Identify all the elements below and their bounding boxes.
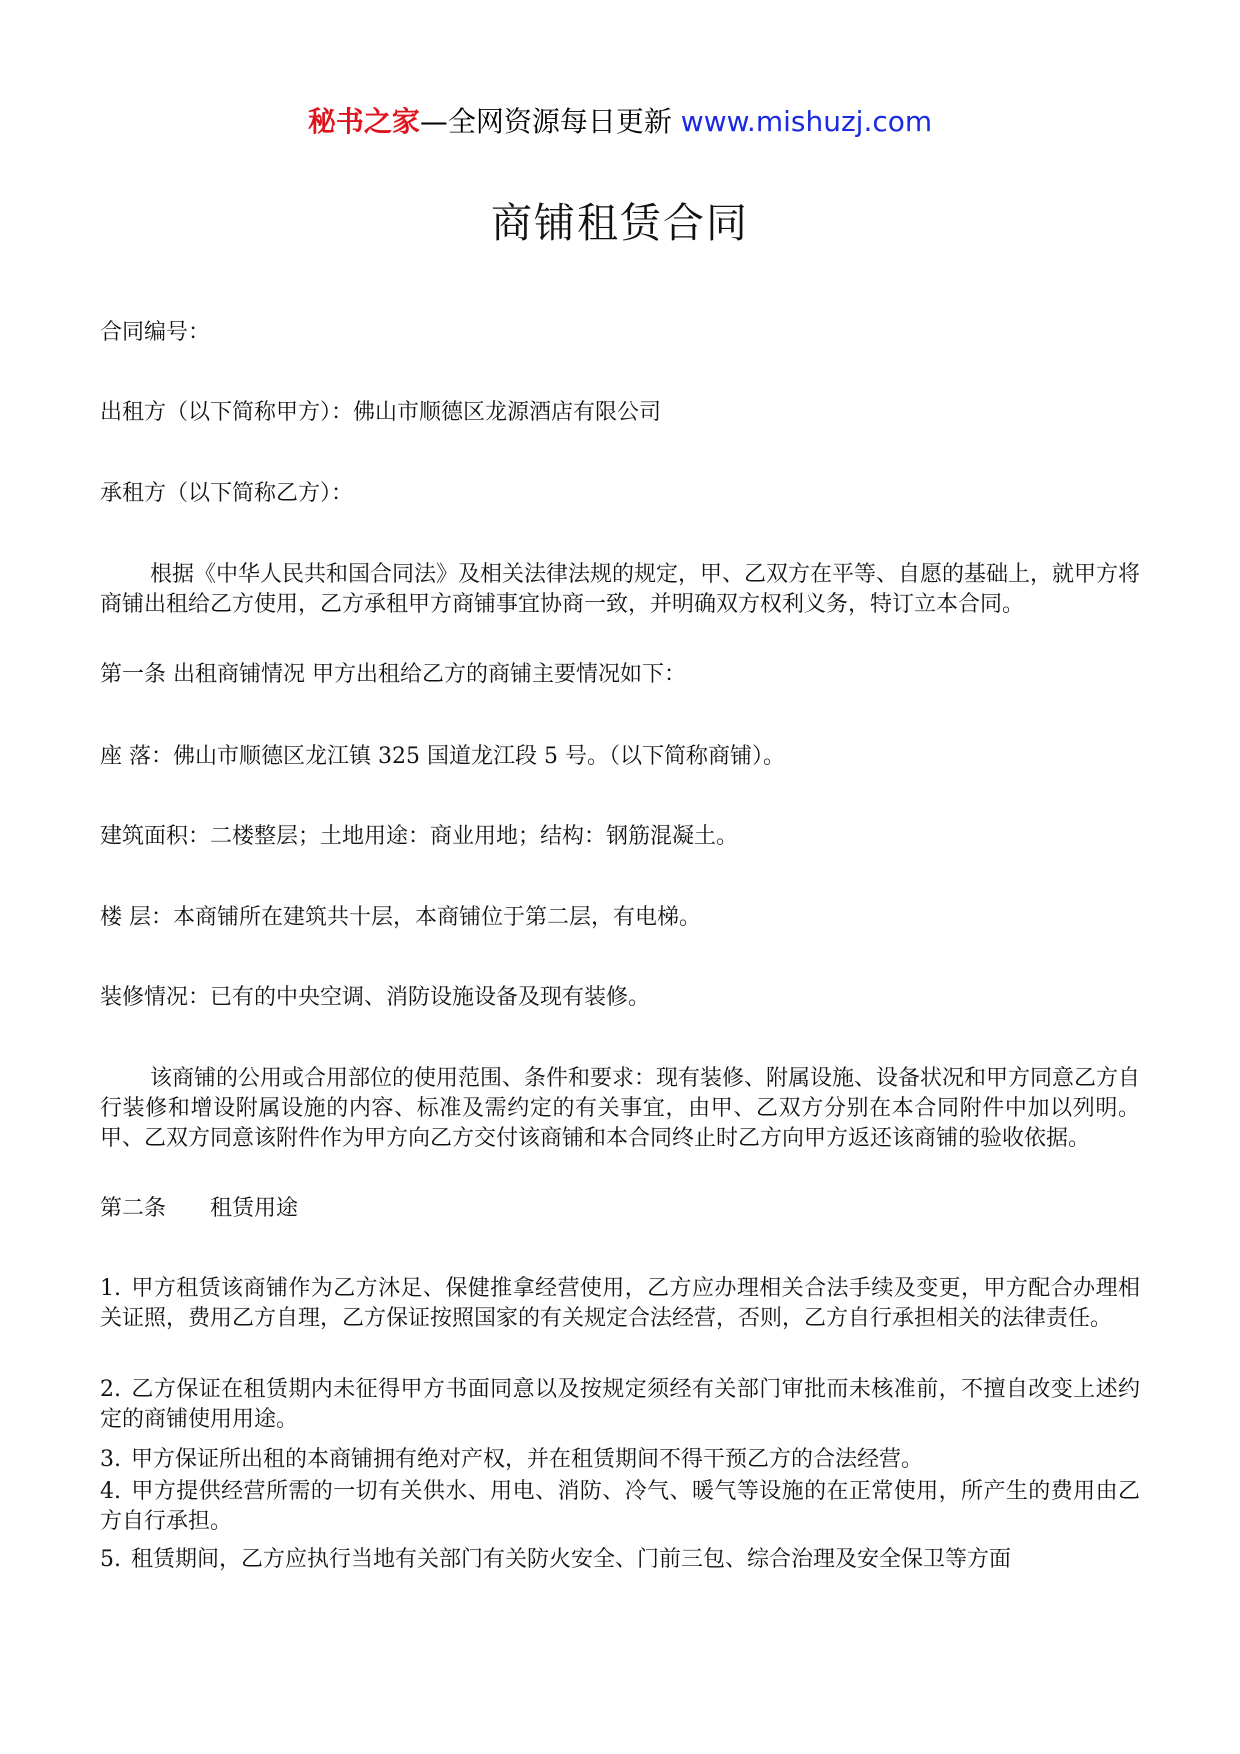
article1-heading: 第一条 出租商铺情况 甲方出租给乙方的商铺主要情况如下： (100, 662, 686, 687)
common-area-paragraph: 该商铺的公用或合用部位的使用范围、条件和要求：现有装修、附属设施、设备状况和甲方同意乙方自行装修和增设附属设施的内容、标准及需约定的有关事宜，由甲、乙双方分别在本合同附件中加以列明。甲、乙双方同意该附件作为甲方向乙方交付该商铺和本合同终止时乙方向甲方返还该商铺的验收依据。 (100, 1066, 1141, 1151)
list-item-text: 租赁期间，乙方应执行当地有关部门有关防火安全、门前三包、综合治理及安全保卫等方面 (131, 1547, 1012, 1572)
contract-number: 合同编号： (100, 320, 211, 345)
list-item (100, 1375, 1140, 1435)
list-item (100, 1477, 1140, 1537)
list-item (100, 1274, 1140, 1334)
article2-number: 第二条 (100, 1196, 167, 1221)
list-item-text: 甲方租赁该商铺作为乙方沐足、保健推拿经营使用，乙方应办理相关合法手续及变更，甲方配合办理相关证照，费用乙方自理，乙方保证按照国家的有关规定合法经营，否则，乙方自行承担相关的法律责任。 (100, 1276, 1140, 1331)
header-tagline: —全网资源每日更新 (419, 105, 672, 138)
site-url-link[interactable]: www.mishuzj.com (680, 105, 933, 138)
lessee-line: 承租方（以下简称乙方）： (100, 481, 354, 506)
lessor-line: 出租方（以下简称甲方）：佛山市顺德区龙源酒店有限公司 (100, 400, 662, 425)
list-item-text: 乙方保证在租赁期内未征得甲方书面同意以及按规定须经有关部门审批而未核准前，不擅自改变上述约定的商铺使用用途。 (100, 1377, 1140, 1432)
list-item (100, 1545, 1140, 1575)
article2-title: 租赁用途 (210, 1196, 299, 1221)
preamble-paragraph: 根据《中华人民共和国合同法》及相关法律法规的规定，甲、乙双方在平等、自愿的基础上，就甲方将商铺出租给乙方使用，乙方承租甲方商铺事宜协商一致，并明确双方权利义务，特订立本合同。 (100, 562, 1141, 617)
list-item-number: 5. (100, 1547, 121, 1572)
article2-heading (100, 1194, 1140, 1224)
list-item-number: 4. (100, 1479, 121, 1504)
list-item-number: 3. (100, 1447, 121, 1472)
site-header (0, 102, 1240, 142)
floor-line: 楼 层：本商铺所在建筑共十层，本商铺位于第二层，有电梯。 (100, 905, 701, 930)
list-item-number: 1. (100, 1276, 121, 1301)
list-item-text: 甲方提供经营所需的一切有关供水、用电、消防、冷气、暖气等设施的在正常使用，所产生的费用由乙方自行承担。 (100, 1479, 1140, 1534)
decoration-line: 装修情况：已有的中央空调、消防设施设备及现有装修。 (100, 985, 651, 1010)
document-title: 商铺租赁合同 (491, 199, 749, 247)
list-item-number: 2. (100, 1377, 121, 1402)
area-line: 建筑面积：二楼整层；土地用途：商业用地；结构：钢筋混凝土。 (100, 824, 739, 849)
list-item (100, 1445, 1140, 1475)
location-line: 座 落：佛山市顺德区龙江镇 325 国道龙江段 5 号。（以下简称商铺）。 (100, 744, 785, 769)
brand-name: 秘书之家 (307, 105, 420, 138)
list-item-text: 甲方保证所出租的本商铺拥有绝对产权，并在租赁期间不得干预乙方的合法经营。 (131, 1447, 924, 1472)
